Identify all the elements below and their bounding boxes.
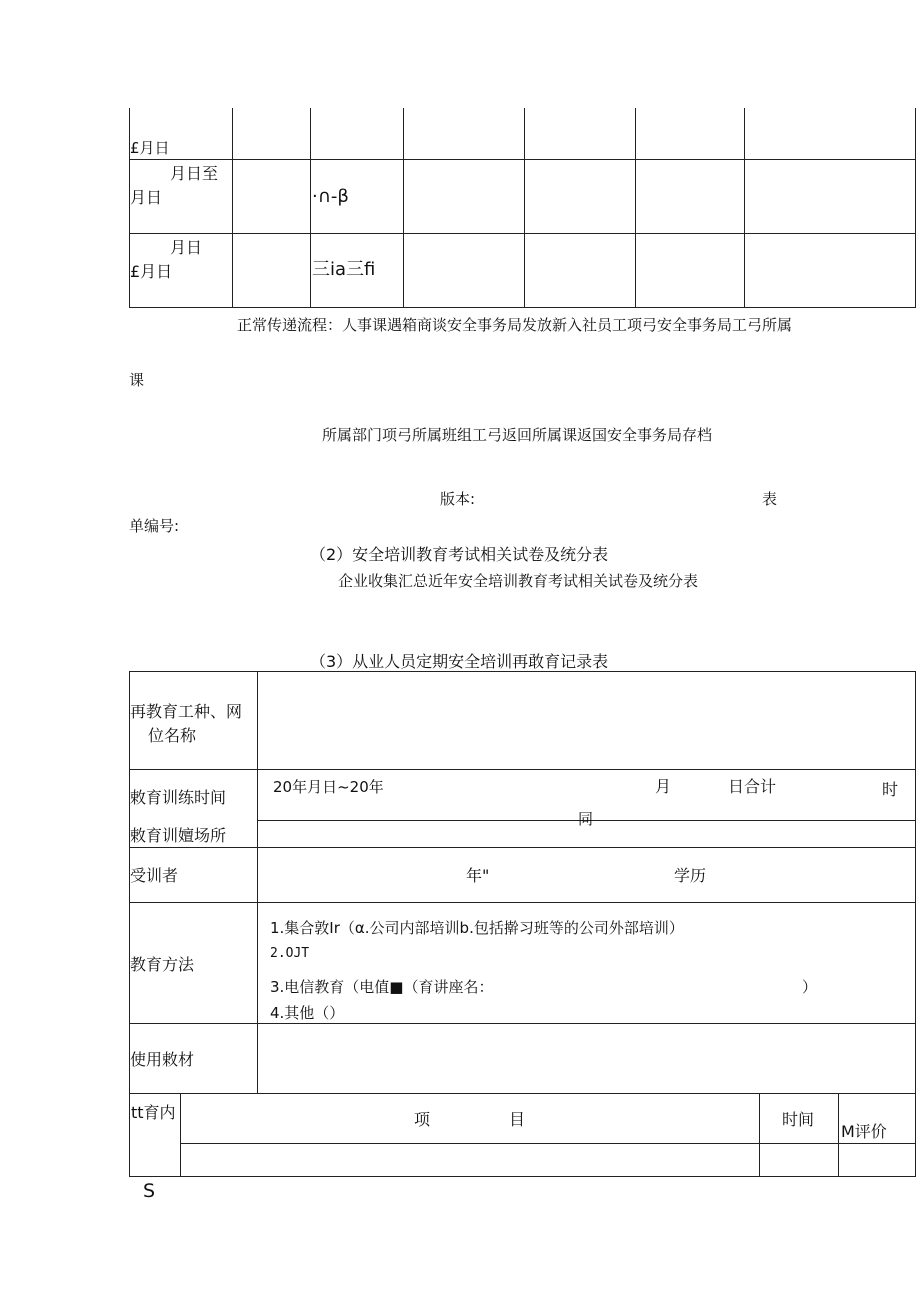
time-total: 日合计	[728, 777, 777, 796]
content-item-cell[interactable]	[181, 1144, 758, 1176]
content-label-continued: S	[143, 1180, 156, 1202]
grid-line	[403, 108, 404, 308]
grid-line	[129, 847, 916, 848]
date-line-1: 月日至	[170, 164, 219, 183]
grid-line	[129, 1176, 916, 1177]
grid-line	[257, 671, 258, 1093]
version-label: 版本:	[440, 490, 476, 508]
grid-line	[524, 108, 525, 308]
grid-line	[129, 902, 916, 903]
place-label: 敕育训嬗场所	[130, 826, 227, 845]
job-label-line-2: 位名称	[148, 726, 197, 745]
grid-line	[129, 307, 916, 308]
time-month: 月	[655, 777, 672, 796]
method-option-2: 2.OJT	[270, 946, 310, 961]
trainee-label: 受训者	[130, 866, 179, 885]
grid-line	[129, 233, 916, 234]
grid-line	[129, 671, 130, 1177]
method-option-4: 4.其他（）	[270, 1004, 345, 1022]
method-option-3-end: ）	[802, 978, 818, 996]
method-option-3: 3.电信教育（电值■（育讲座名：	[270, 978, 494, 996]
grid-line	[310, 108, 311, 308]
grid-line	[129, 1093, 916, 1094]
form-number-label: 单编号:	[129, 517, 180, 535]
time-overflow-clip	[570, 810, 610, 828]
grid-line	[635, 108, 636, 308]
grid-line	[129, 671, 916, 672]
content-time-cell[interactable]	[760, 1144, 837, 1176]
content-label: tt育内	[131, 1103, 176, 1122]
trainee-education: 学历	[674, 866, 707, 885]
date-line-2: £月日	[130, 262, 173, 281]
content-eval-cell[interactable]	[839, 1144, 915, 1176]
section-2-title: （2）安全培训教育考试相关试卷及统分表	[310, 545, 609, 564]
section-2-desc: 企业收集汇总近年安全培训教育考试相关试卷及统分表	[338, 572, 699, 590]
grid-line	[915, 108, 916, 308]
grid-line	[744, 108, 745, 308]
date-line-1: 月日	[170, 238, 203, 257]
method-label: 教育方法	[130, 955, 195, 974]
job-label-line-1: 再教育工种、网	[130, 702, 243, 721]
time-value[interactable]: 20年月日~20年	[273, 778, 384, 796]
trainee-year: 年"	[466, 866, 490, 885]
course-cell: 三ia三fi	[312, 259, 376, 280]
date-line-2: £月日	[130, 139, 170, 157]
method-option-1: 1.集合敦Ir（α.公司内部培训b.包括擀习班等的公司外部培训）	[270, 919, 684, 937]
grid-line	[232, 108, 233, 308]
flow-line-2: 课	[129, 371, 145, 389]
material-label: 使用敕材	[130, 1050, 195, 1069]
grid-line	[129, 159, 916, 160]
grid-line	[915, 671, 916, 1177]
section-3-title: （3）从业人员定期安全培训再敢育记录表	[310, 652, 609, 671]
grid-line	[129, 769, 916, 770]
flow-line-1: 正常传递流程：人事课遇箱商谈安全事务局发放新入社员工项弓安全事务局工弓所属	[237, 316, 793, 334]
course-cell: ·∩-β	[312, 186, 349, 207]
version-suffix: 表	[762, 490, 778, 508]
date-line-2: 月日	[130, 188, 163, 207]
column-item-a: 项	[414, 1110, 431, 1129]
column-evaluation: M评价	[841, 1122, 887, 1141]
time-label: 敕育训练时间	[130, 788, 227, 807]
time-hours: 时	[882, 780, 899, 799]
time-overflow: 同	[578, 810, 594, 828]
column-time: 时间	[782, 1110, 815, 1129]
column-item-b: 目	[509, 1110, 526, 1129]
grid-line	[129, 1023, 916, 1024]
flow-line-3: 所属部门项弓所属班组工弓返回所属课返国安全事务局存档	[322, 426, 713, 444]
